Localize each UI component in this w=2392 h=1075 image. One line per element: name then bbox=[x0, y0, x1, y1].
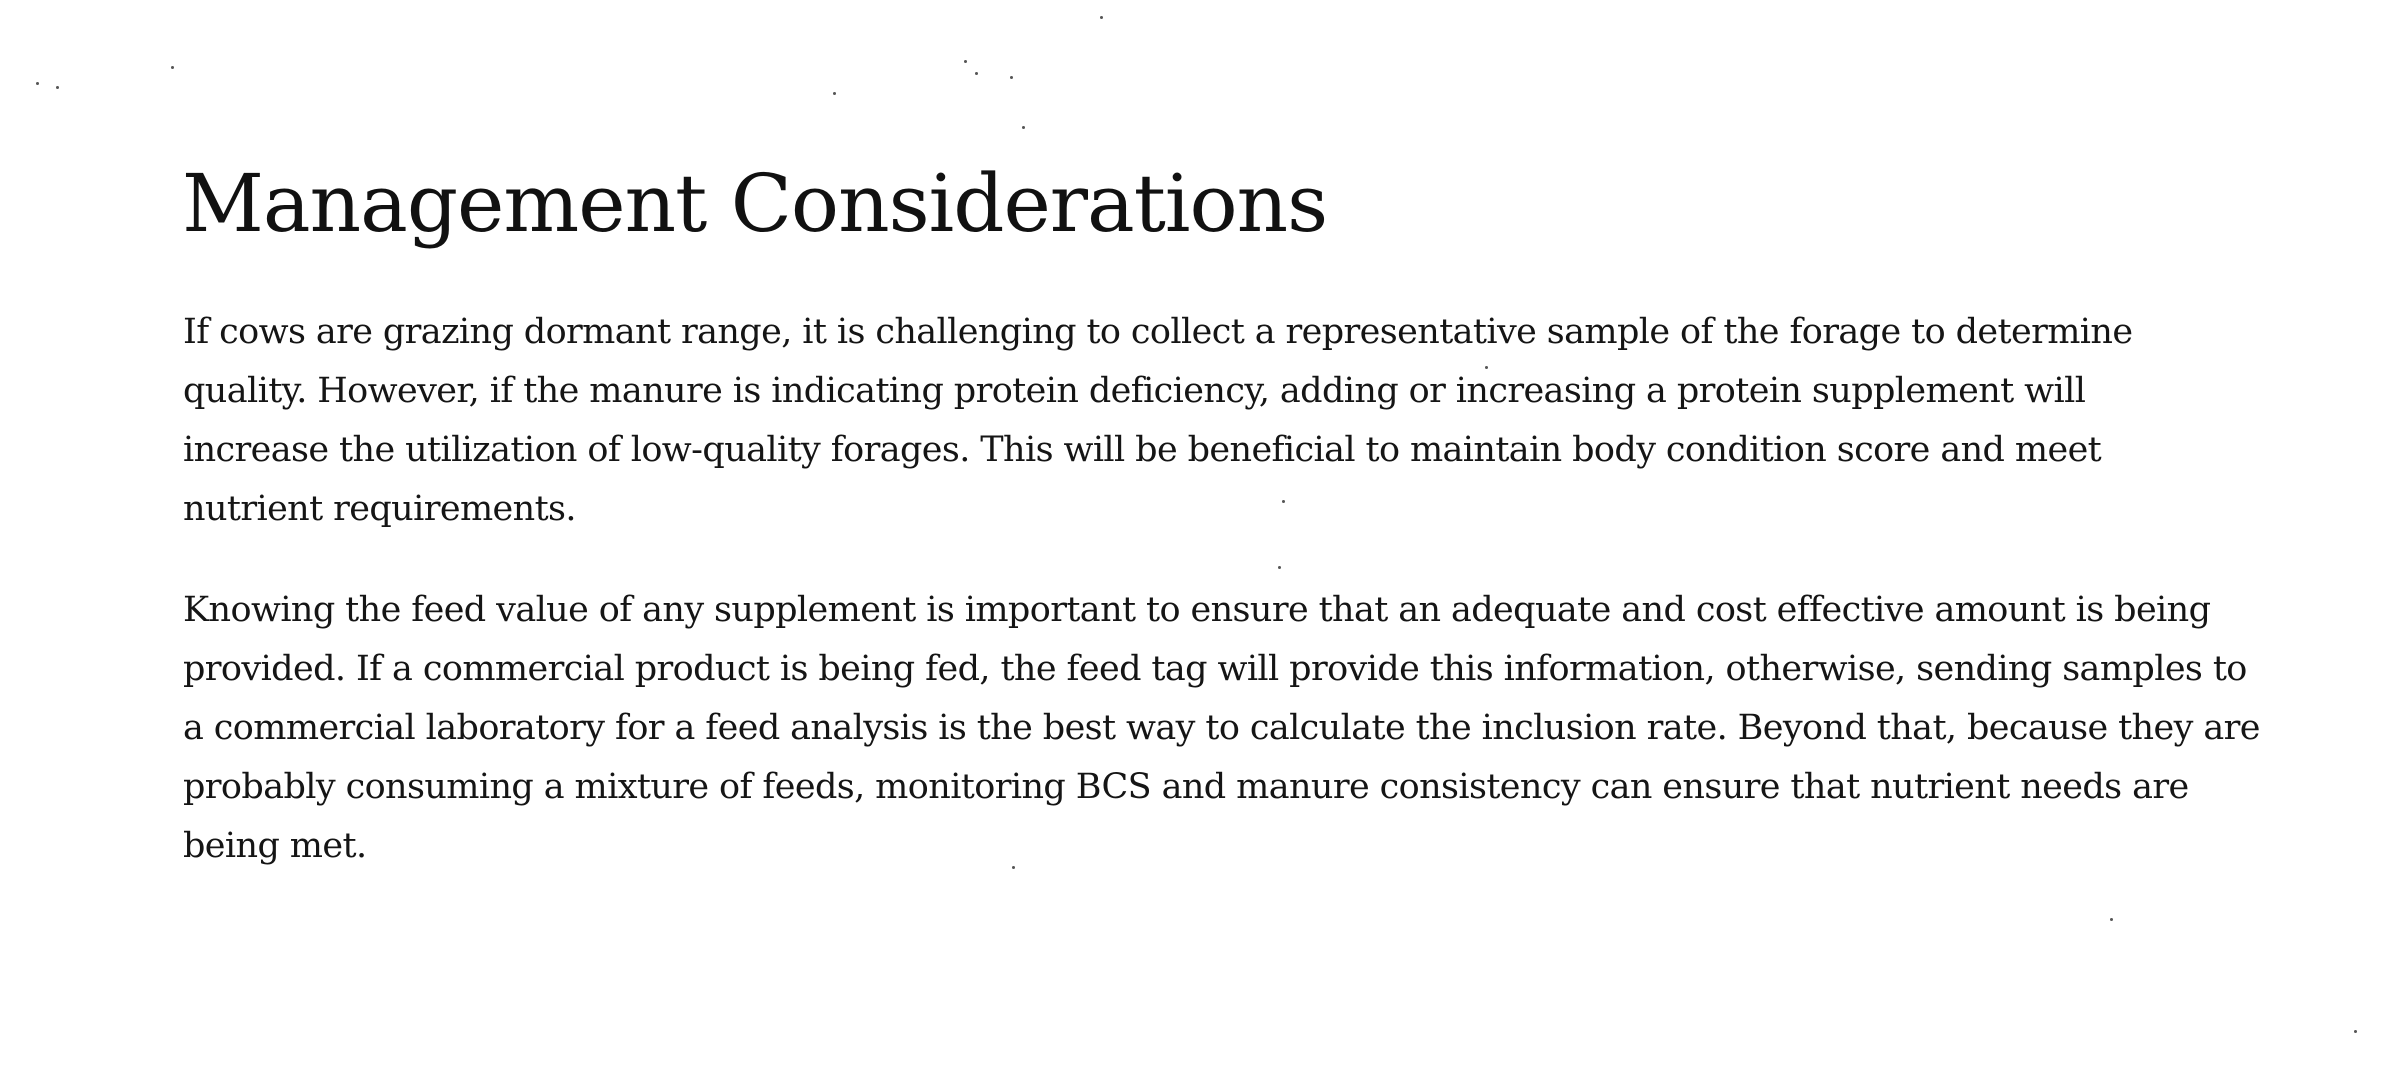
page-title: Management Considerations bbox=[182, 157, 1328, 250]
paragraph-line: If cows are grazing dormant range, it is challenging to collect a representative sample of the forage to determine bbox=[183, 312, 2133, 352]
scan-speck bbox=[36, 82, 39, 85]
paragraph-line: Knowing the feed value of any supplement is important to ensure that an adequate and cost effective amount is being bbox=[183, 590, 2211, 630]
scan-speck bbox=[1022, 126, 1025, 129]
scan-speck bbox=[975, 72, 978, 75]
paragraph-line: increase the utilization of low-quality forages. This will be beneficial to maintain body condition score and meet bbox=[183, 430, 2102, 470]
scan-speck bbox=[56, 86, 59, 89]
paragraph-line: a commercial laboratory for a feed analysis is the best way to calculate the inclusion rate. Beyond that, because they are bbox=[183, 708, 2260, 748]
paragraph-line: quality. However, if the manure is indicating protein deficiency, adding or increasing a protein supplement will bbox=[183, 371, 2086, 411]
scan-speck bbox=[964, 60, 967, 63]
paragraph bbox=[183, 581, 2323, 876]
scan-speck bbox=[171, 66, 174, 69]
paragraph-line: probably consuming a mixture of feeds, monitoring BCS and manure consistency can ensure that nutrient needs are bbox=[183, 767, 2189, 807]
scan-speck bbox=[2354, 1030, 2357, 1033]
paragraph-line: provided. If a commercial product is being fed, the feed tag will provide this information, otherwise, sending samples to bbox=[183, 649, 2247, 689]
scan-speck bbox=[2110, 918, 2113, 921]
scan-speck bbox=[1010, 76, 1013, 79]
scan-speck bbox=[1278, 566, 1281, 569]
scan-speck bbox=[833, 92, 836, 95]
paragraph bbox=[183, 303, 2233, 539]
scan-speck bbox=[1100, 16, 1103, 19]
paragraph-line: being met. bbox=[183, 826, 367, 866]
paragraph-line: nutrient requirements. bbox=[183, 489, 576, 529]
